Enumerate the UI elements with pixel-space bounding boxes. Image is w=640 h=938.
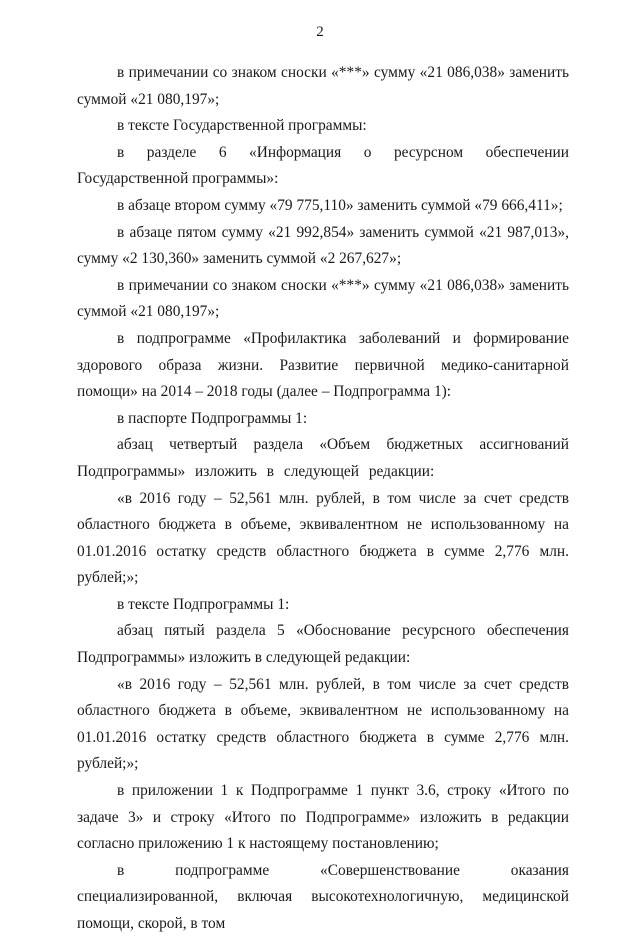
- paragraph: в абзаце пятом сумму «21 992,854» заменить суммой «21 987,013», сумму «2 130,360» заменить суммой «2 267,627»;: [77, 223, 569, 268]
- paragraph: в подпрограмме «Профилактика заболеваний и формирование здорового образа жизни. Развитие первичной медико-санитарной помощи» на 2014 – 2018 годы (далее – Подпрограмма 1):: [77, 329, 569, 401]
- paragraph: в тексте Подпрограммы 1:: [117, 595, 290, 613]
- paragraph: в подпрограмме «Совершенствование оказания специализированной, включая высокотехнологичную, медицинской помощи, скорой, в том: [77, 861, 569, 932]
- page-number: 2: [316, 24, 324, 40]
- paragraph: в разделе 6 «Информация о ресурсном обеспечении Государственной программы»:: [77, 143, 569, 188]
- paragraph: в тексте Государственной программы:: [117, 117, 367, 135]
- paragraph: в паспорте Подпрограммы 1:: [117, 409, 308, 427]
- paragraph: абзац пятый раздела 5 «Обоснование ресурсного обеспечения Подпрограммы» изложить в следующей редакции:: [77, 622, 569, 667]
- paragraph: «в 2016 году – 52,561 млн. рублей, в том числе за счет средств областного бюджета в объеме, эквивалентном не использованному на 01.01.2016 остатку средств областного бюджета в сумме 2,776 млн. рублей;»;: [77, 489, 569, 587]
- paragraph: абзац четвертый раздела «Объем бюджетных ассигнований Подпрограммы» изложить в следующей редакции:: [77, 436, 569, 480]
- document-body: [77, 60, 569, 938]
- paragraph: в примечании со знаком сноски «***» сумму «21 086,038» заменить суммой «21 080,197»;: [77, 64, 569, 108]
- paragraph: в абзаце втором сумму «79 775,110» заменить суммой «79 666,411»;: [117, 196, 563, 214]
- paragraph: «в 2016 году – 52,561 млн. рублей, в том числе за счет средств областного бюджета в объеме, эквивалентном не использованному на 01.01.2016 остатку средств областного бюджета в сумме 2,776 млн. рублей;»;: [77, 675, 569, 773]
- paragraph: в приложении 1 к Подпрограмме 1 пункт 3.6, строку «Итого по задаче 3» и строку «Итого по Подпрограмме» изложить в редакции согласно приложению 1 к настоящему постановлению;: [77, 782, 569, 853]
- paragraph: в примечании со знаком сноски «***» сумму «21 086,038» заменить суммой «21 080,197»;: [77, 276, 569, 321]
